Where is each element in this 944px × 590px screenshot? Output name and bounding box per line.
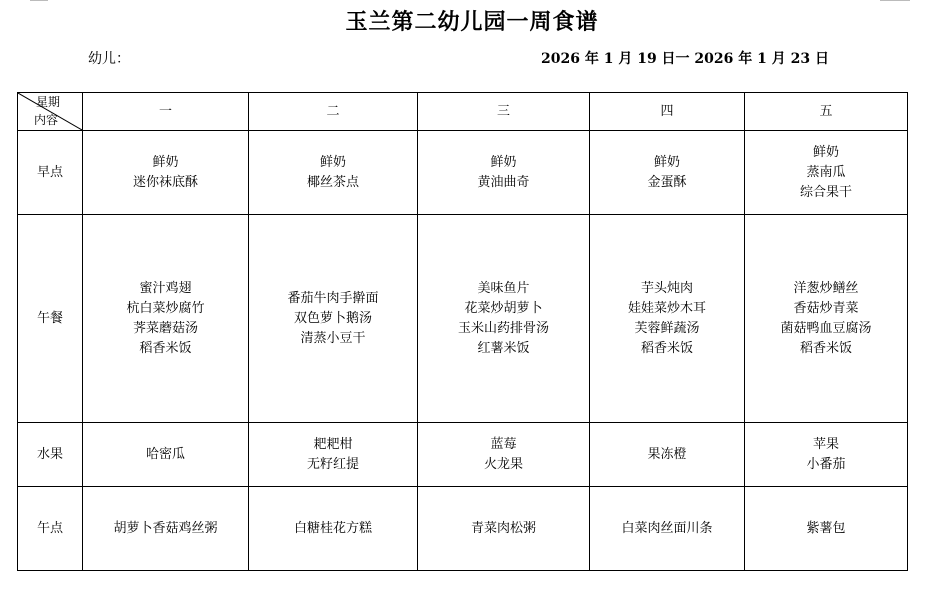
top-edge-mark-left [30, 0, 48, 1]
menu-item: 黄油曲奇 [477, 174, 530, 190]
menu-item: 菌菇鸭血豆腐汤 [780, 320, 872, 336]
day-header-wed: 三 [418, 93, 590, 131]
menu-cell [745, 215, 908, 423]
menu-item: 迷你袜底酥 [132, 174, 198, 190]
row-label-lunch: 午餐 [18, 215, 83, 423]
day-header-tue: 二 [249, 93, 418, 131]
menu-cell [83, 131, 249, 215]
menu-item: 鲜奶 [490, 154, 517, 170]
menu-cell [590, 487, 745, 571]
day-header-thu: 四 [590, 93, 745, 131]
page-title: 玉兰第二幼儿园一周食谱 [345, 9, 599, 35]
menu-item: 红薯米饭 [477, 340, 530, 356]
corner-weekday-label: 星期 [36, 95, 61, 109]
menu-item: 双色萝卜鹅汤 [293, 310, 372, 326]
menu-cell [418, 423, 590, 487]
meal-row-fruit [18, 423, 908, 487]
menu-item: 无籽红提 [306, 456, 359, 472]
day-header-fri: 五 [745, 93, 908, 131]
menu-item: 胡萝卜香菇鸡丝粥 [113, 520, 218, 536]
menu-item: 芙蓉鲜蔬汤 [634, 320, 700, 336]
menu-item: 金蛋酥 [647, 174, 687, 190]
menu-cell [249, 487, 418, 571]
menu-item: 娃娃菜炒木耳 [627, 300, 706, 316]
menu-item: 哈密瓜 [145, 446, 185, 462]
menu-item: 鲜奶 [653, 154, 680, 170]
menu-item: 青菜肉松粥 [470, 520, 536, 536]
menu-item: 蜜汁鸡翅 [139, 280, 192, 296]
meal-row-lunch [18, 215, 908, 423]
menu-cell [590, 423, 745, 487]
menu-item: 紫薯包 [806, 520, 846, 536]
corner-content-label: 内容 [34, 113, 59, 127]
menu-item: 鲜奶 [319, 154, 346, 170]
menu-cell [249, 423, 418, 487]
menu-cell [418, 215, 590, 423]
menu-item: 白菜肉丝面川条 [621, 520, 713, 536]
menu-cell [249, 131, 418, 215]
menu-item: 蓝莓 [490, 436, 517, 452]
child-label: 幼儿： [88, 51, 130, 67]
menu-item: 美味鱼片 [477, 280, 530, 296]
row-label-afternoon-snack: 午点 [18, 487, 83, 571]
menu-item: 番茄牛肉手擀面 [287, 290, 379, 306]
menu-cell [745, 131, 908, 215]
meal-row-afternoon-snack [18, 487, 908, 571]
date-range: 2026 年 1 月 19 日一 2026 年 1 月 23 日 [541, 51, 829, 67]
menu-item: 玉米山药排骨汤 [457, 320, 549, 336]
menu-item: 花菜炒胡萝卜 [464, 300, 543, 316]
menu-item: 蒸南瓜 [806, 164, 846, 180]
menu-cell [249, 215, 418, 423]
menu-cell [418, 131, 590, 215]
menu-item: 果冻橙 [647, 446, 687, 462]
menu-cell [590, 131, 745, 215]
menu-item: 鲜奶 [152, 154, 179, 170]
menu-item: 椰丝茶点 [306, 174, 359, 190]
menu-item: 清蒸小豆干 [300, 330, 366, 346]
menu-item: 火龙果 [483, 456, 523, 472]
menu-item: 杭白菜炒腐竹 [126, 300, 205, 316]
menu-item: 鲜奶 [812, 144, 839, 160]
menu-item: 洋葱炒鳝丝 [793, 280, 859, 296]
menu-cell [590, 215, 745, 423]
menu-item: 耙耙柑 [313, 436, 353, 452]
menu-item: 芋头炖肉 [640, 280, 693, 296]
day-header-mon: 一 [83, 93, 249, 131]
row-label-fruit: 水果 [18, 423, 83, 487]
row-label-breakfast: 早点 [18, 131, 83, 215]
menu-cell [745, 487, 908, 571]
top-edge-mark-right [880, 0, 910, 1]
menu-cell [83, 487, 249, 571]
menu-cell [83, 423, 249, 487]
menu-item: 荠菜蘑菇汤 [132, 320, 198, 336]
menu-item: 苹果 [812, 436, 839, 452]
menu-item: 综合果干 [799, 184, 852, 200]
meal-row-breakfast [18, 131, 908, 215]
corner-header-cell [18, 93, 83, 131]
menu-cell [418, 487, 590, 571]
menu-item: 稻香米饭 [640, 340, 693, 356]
menu-cell [83, 215, 249, 423]
menu-item: 香菇炒青菜 [793, 300, 859, 316]
menu-item: 稻香米饭 [799, 340, 852, 356]
menu-item: 小番茄 [806, 456, 846, 472]
weekly-menu-table [17, 92, 908, 571]
menu-cell [745, 423, 908, 487]
menu-item: 白糖桂花方糕 [293, 520, 372, 536]
header-row [18, 93, 908, 131]
menu-item: 稻香米饭 [139, 340, 192, 356]
